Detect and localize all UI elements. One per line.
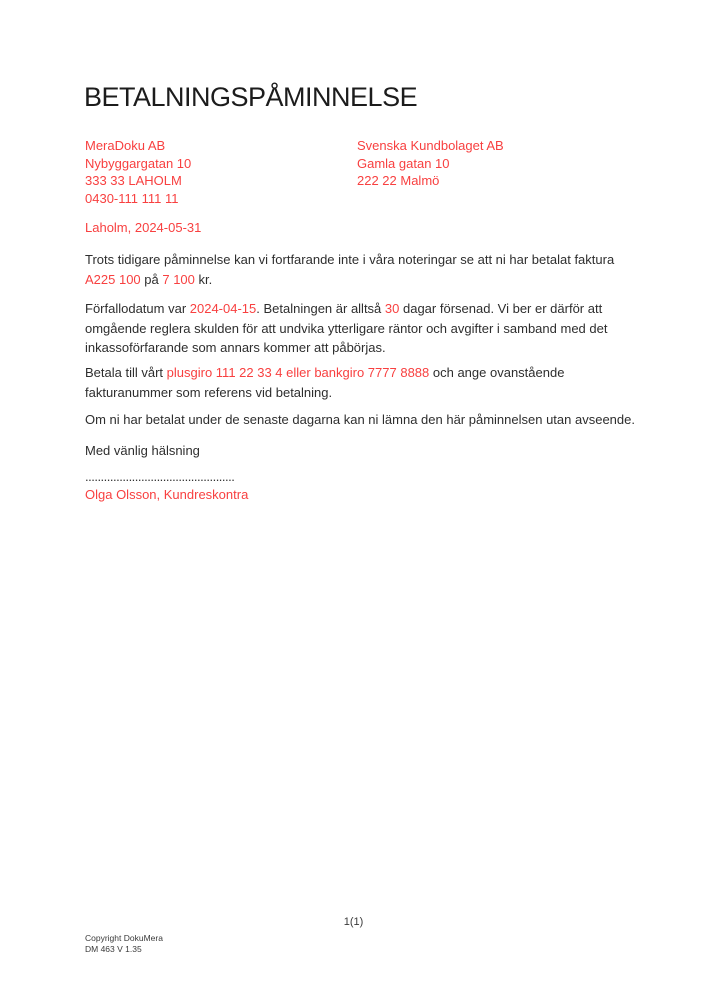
document-content xyxy=(85,0,645,1000)
text-line xyxy=(85,338,607,358)
sender-phone: 0430-111 111 11 xyxy=(85,190,179,206)
page-number: 1(1) xyxy=(343,916,364,928)
signature-line: ................................................ xyxy=(85,469,235,484)
date-line: Laholm, 2024-05-31 xyxy=(85,220,202,235)
paragraph-disregard-note xyxy=(85,410,635,430)
recipient-postal-city: 222 22 Malmö xyxy=(357,173,440,188)
body-text: Om ni har betalat under de senaste dagarna kan ni lämna den här påminnelsen utan avseende. xyxy=(85,412,635,427)
sender-street: Nybyggargatan 10 xyxy=(85,155,192,171)
recipient-address xyxy=(357,137,645,207)
copyright-text: Copyright DokuMera xyxy=(85,933,163,943)
invoice-amount: 7 100 xyxy=(162,271,195,287)
text-line xyxy=(85,319,607,339)
text-line xyxy=(85,383,564,403)
body-text: och ange ovanstående xyxy=(429,365,565,380)
document-title: BETALNINGSPÅMINNELSE xyxy=(84,82,418,112)
body-text: på xyxy=(140,271,163,287)
days-late: 30 xyxy=(384,301,400,316)
body-text: omgående reglera skulden för att undvika ytterligare räntor och avgifter i samband med det xyxy=(85,320,608,336)
signature-name-title: Olga Olsson, Kundreskontra xyxy=(85,487,249,502)
closing-phrase: Med vänlig hälsning xyxy=(85,443,200,458)
body-text: fakturanummer som referens vid betalning. xyxy=(85,384,333,400)
paragraph-due-date xyxy=(85,299,607,358)
paragraph-payment-instructions xyxy=(85,363,564,402)
body-text: . Betalningen är alltså xyxy=(256,301,385,316)
body-text: kr. xyxy=(194,271,213,287)
text-line xyxy=(85,270,614,290)
sender-postal-city: 333 33 LAHOLM xyxy=(85,173,182,188)
footer-copyright-block xyxy=(85,933,163,954)
body-text: dagar försenad. Vi ber er därför att xyxy=(399,301,603,316)
body-text: inkassoförfarande som annars kommer att påbörjas. xyxy=(85,340,386,355)
address-block xyxy=(85,137,645,207)
sender-address xyxy=(85,137,357,207)
text-line xyxy=(85,250,614,270)
recipient-name: Svenska Kundbolaget AB xyxy=(357,138,504,153)
document-version: DM 463 V 1.35 xyxy=(85,943,142,954)
text-line xyxy=(85,299,607,319)
body-text: Betala till vårt xyxy=(85,365,167,380)
recipient-street: Gamla gatan 10 xyxy=(357,155,450,171)
sender-name: MeraDoku AB xyxy=(85,138,166,153)
paragraph-overdue-notice xyxy=(85,250,614,289)
text-line xyxy=(85,410,635,430)
payment-accounts: plusgiro 111 22 33 4 eller bankgiro 7777 8888 xyxy=(166,365,430,380)
invoice-number: A225 100 xyxy=(85,271,141,287)
due-date: 2024-04-15 xyxy=(189,301,257,316)
text-line xyxy=(85,363,564,383)
body-text: Trots tidigare påminnelse kan vi fortfarande inte i våra noteringar se att ni har betalat faktura xyxy=(85,252,615,267)
body-text: Förfallodatum var xyxy=(85,301,190,316)
